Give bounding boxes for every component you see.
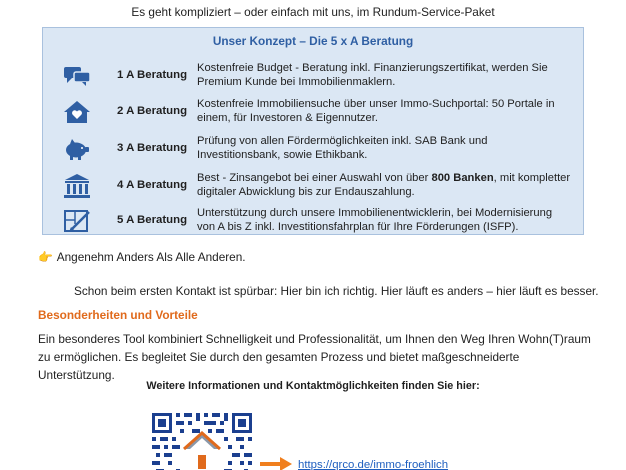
row-label: 4 A Beratung: [117, 179, 188, 191]
blueprint-icon: [61, 208, 93, 234]
chat-bubbles-icon: [61, 63, 93, 89]
row-description: Kostenfreie Immobiliensuche über unser Immo-Suchportal: 50 Portale in einem, für Investoren & Eigennutzer.: [197, 98, 555, 124]
qr-code-image[interactable]: [150, 411, 254, 470]
concept-row: [43, 206, 583, 242]
row-description-bold: 800 Banken: [431, 172, 494, 184]
qr-link[interactable]: https://qrco.de/immo-froehlich: [298, 459, 449, 470]
row-label: 2 A Beratung: [117, 105, 188, 117]
row-description: [197, 171, 573, 199]
concept-title: Unser Konzept – Die 5 x A Beratung: [212, 34, 414, 48]
pointing-hand-icon: 👉: [38, 250, 53, 264]
row-label: 1 A Beratung: [117, 69, 188, 81]
row-label: 5 A Beratung: [117, 214, 188, 226]
concept-row: [43, 134, 583, 170]
row-description: Unterstützung durch unsere Immobilienentwicklerin, bei Modernisierung von A bis Z inkl. Investitionsfahrplan für Ihre Förderungen (ISFP).: [197, 207, 553, 233]
section-heading: Besonderheiten und Vorteile: [38, 308, 198, 322]
tagline-text: Angenehm Anders Als Alle Anderen.: [56, 250, 246, 264]
arrow-right-icon: [258, 455, 294, 470]
concept-row: [43, 97, 583, 133]
row-label: 3 A Beratung: [117, 142, 188, 154]
piggy-bank-icon: [61, 136, 93, 162]
row-description-part: Best - Zinsangebot bei einer Auswahl von über: [197, 172, 432, 184]
row-description: Prüfung von allen Fördermöglichkeiten inkl. SAB Bank und Investitionsbank, sowie Ethikbank.: [197, 135, 488, 161]
info-heading: Weitere Informationen und Kontaktmöglichkeiten finden Sie hier:: [146, 380, 480, 392]
concept-row: [43, 61, 583, 97]
row-description-part: , mit kompletter digitaler Abwicklung bis zur Endauszahlung.: [197, 172, 571, 198]
intro-text: Es geht kompliziert – oder einfach mit uns, im Rundum-Service-Paket: [131, 5, 495, 19]
body-paragraph: Ein besonderes Tool kombiniert Schnelligkeit und Professionalität, um Ihnen den Weg Ihren Wohn(T)raum zu ermöglichen. Es begleitet Sie durch den gesamten Prozess und bietet maßgeschneiderte Unterstützung.: [38, 332, 591, 382]
tagline: [38, 250, 246, 264]
first-contact-text: Schon beim ersten Kontakt ist spürbar: Hier bin ich richtig. Hier läuft es anders – hier läuft es besser.: [74, 284, 599, 298]
concept-row: [43, 171, 583, 207]
concept-box: [42, 27, 584, 235]
row-description: Kostenfreie Budget - Beratung inkl. Finanzierungszertifikat, werden Sie Premium Kunde bei Immobilienmaklern.: [197, 62, 548, 88]
bank-building-icon: [61, 173, 93, 199]
house-heart-icon: [61, 99, 93, 125]
